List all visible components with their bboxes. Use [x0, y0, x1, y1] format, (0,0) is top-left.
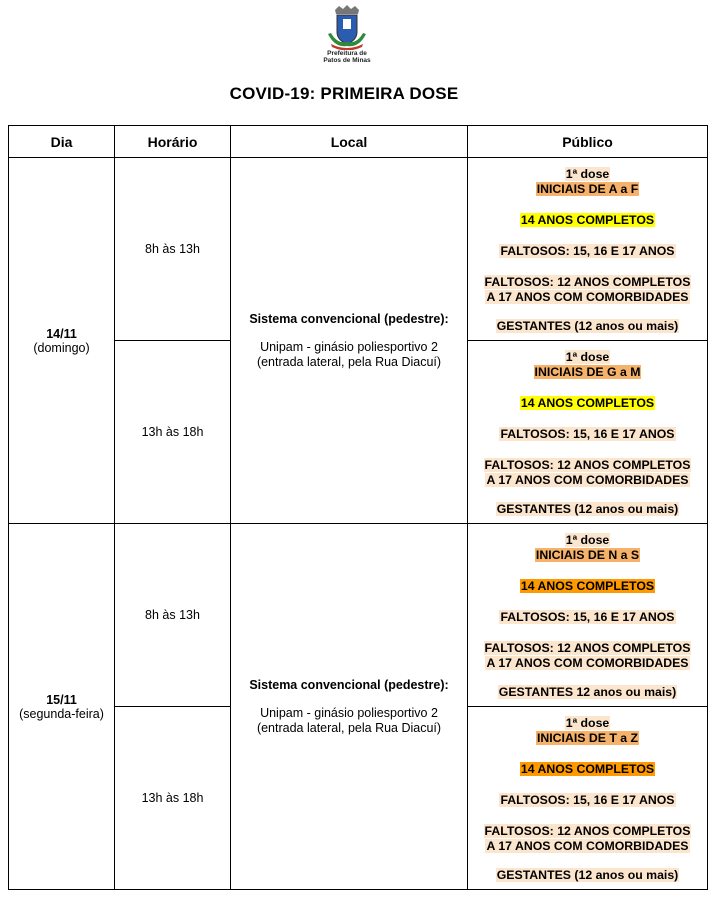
- faltosos-label: FALTOSOS: 15, 16 E 17 ANOS: [500, 244, 675, 258]
- location-address-1: Unipam - ginásio poliesportivo 2: [260, 705, 438, 720]
- comorbidities-label-1: FALTOSOS: 12 ANOS COMPLETOS: [484, 275, 691, 289]
- faltosos-label: FALTOSOS: 15, 16 E 17 ANOS: [500, 793, 675, 807]
- pregnant-label: GESTANTES (12 anos ou mais): [496, 502, 679, 516]
- column-header-dia: Dia: [9, 126, 115, 158]
- dose-label: 1ª dose: [565, 716, 610, 730]
- age14-label: 14 ANOS COMPLETOS: [520, 579, 655, 593]
- comorbidities-label-1: FALTOSOS: 12 ANOS COMPLETOS: [484, 641, 691, 655]
- column-header-publico: Público: [468, 126, 708, 158]
- table-row: [9, 524, 708, 707]
- comorbidities-label-2: A 17 ANOS COM COMORBIDADES: [486, 656, 689, 670]
- pregnant-label: GESTANTES (12 anos ou mais): [496, 319, 679, 333]
- initials-label: INICIAIS DE G a M: [534, 365, 641, 379]
- faltosos-label: FALTOSOS: 15, 16 E 17 ANOS: [500, 427, 675, 441]
- column-header-local: Local: [231, 126, 468, 158]
- initials-label: INICIAIS DE N a S: [535, 548, 640, 562]
- dose-label: 1ª dose: [565, 350, 610, 364]
- day-weekday: (segunda-feira): [19, 706, 104, 721]
- location-cell: [231, 524, 468, 890]
- logo-text-line-1: Prefeitura de: [327, 50, 367, 57]
- location-system: Sistema convencional (pedestre):: [249, 677, 449, 692]
- location-address-2: (entrada lateral, pela Rua Diacuí): [256, 720, 442, 735]
- faltosos-label: FALTOSOS: 15, 16 E 17 ANOS: [500, 610, 675, 624]
- city-logo: [319, 4, 375, 74]
- comorbidities-label-2: A 17 ANOS COM COMORBIDADES: [486, 473, 689, 487]
- comorbidities-label-2: A 17 ANOS COM COMORBIDADES: [486, 839, 689, 853]
- table-row: [9, 158, 708, 341]
- location-address-1: Unipam - ginásio poliesportivo 2: [260, 339, 438, 354]
- logo-text-line-2: Patos de Minas: [323, 57, 371, 64]
- comorbidities-label-2: A 17 ANOS COM COMORBIDADES: [486, 290, 689, 304]
- location-system: Sistema convencional (pedestre):: [249, 311, 449, 326]
- day-date: 15/11: [46, 692, 77, 707]
- page-title: COVID-19: PRIMEIRA DOSE: [229, 84, 459, 103]
- day-weekday: (domingo): [33, 340, 90, 355]
- age14-label: 14 ANOS COMPLETOS: [520, 213, 655, 227]
- table-header-row: [9, 126, 708, 158]
- comorbidities-label-1: FALTOSOS: 12 ANOS COMPLETOS: [484, 824, 691, 838]
- age14-label: 14 ANOS COMPLETOS: [520, 762, 655, 776]
- day-cell: [9, 158, 115, 524]
- location-address-2: (entrada lateral, pela Rua Diacuí): [256, 354, 442, 369]
- day-cell: [9, 524, 115, 890]
- pregnant-label: GESTANTES 12 anos ou mais): [498, 685, 677, 699]
- schedule-table: [8, 125, 708, 890]
- age14-label: 14 ANOS COMPLETOS: [520, 396, 655, 410]
- initials-label: INICIAIS DE A a F: [536, 182, 639, 196]
- dose-label: 1ª dose: [565, 167, 610, 181]
- coat-of-arms-icon: [325, 4, 369, 50]
- location-cell: [231, 158, 468, 524]
- column-header-horario: Horário: [115, 126, 231, 158]
- comorbidities-label-1: FALTOSOS: 12 ANOS COMPLETOS: [484, 458, 691, 472]
- pregnant-label: GESTANTES (12 anos ou mais): [496, 868, 679, 882]
- time-cell: 13h às 18h: [115, 707, 231, 890]
- time-cell: 8h às 13h: [115, 524, 231, 707]
- audience-cell: [468, 341, 708, 524]
- dose-label: 1ª dose: [565, 533, 610, 547]
- time-cell: 8h às 13h: [115, 158, 231, 341]
- audience-cell: [468, 707, 708, 890]
- time-cell: 13h às 18h: [115, 341, 231, 524]
- initials-label: INICIAIS DE T a Z: [536, 731, 639, 745]
- audience-cell: [468, 524, 708, 707]
- audience-cell: [468, 158, 708, 341]
- day-date: 14/11: [46, 326, 77, 341]
